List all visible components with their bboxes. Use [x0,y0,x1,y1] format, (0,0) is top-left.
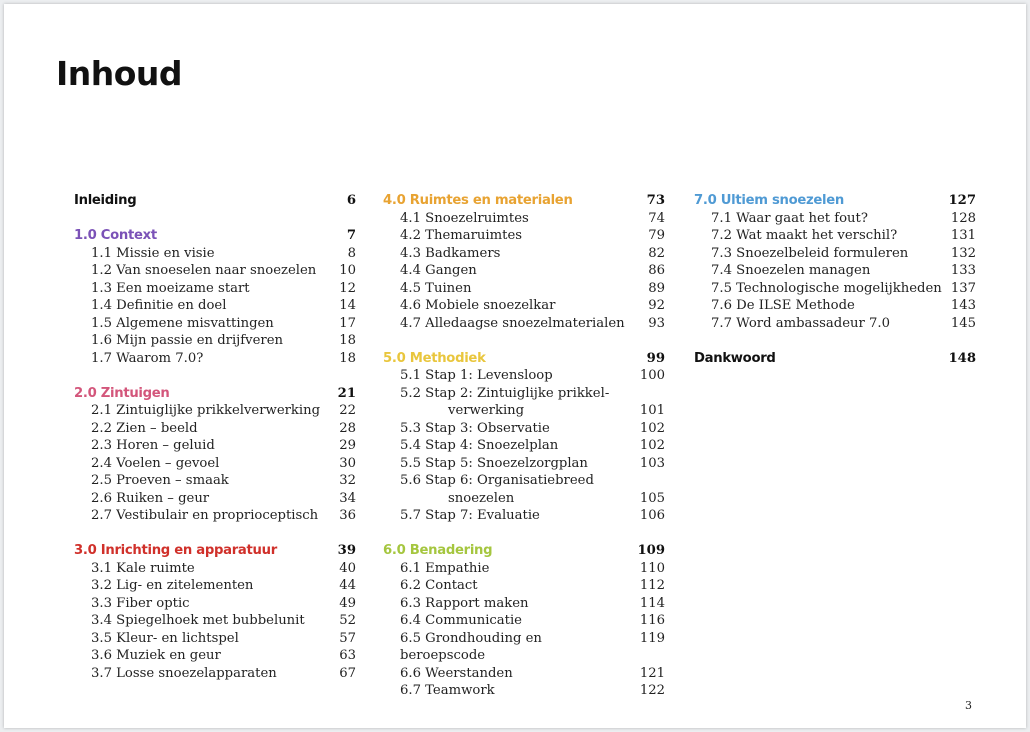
toc-entry-page-number: 57 [339,630,356,646]
toc-entry-label: 2.4 Voelen – gevoel [91,455,220,471]
toc-entry-label: 7.2 Wat maakt het verschil? [711,228,898,243]
toc-entry-label: 4.1 Snoezelruimtes [400,210,529,226]
section-heading[interactable] [74,385,356,403]
page-title: Inhoud [56,54,183,93]
toc-section [74,542,356,682]
toc-entry-label-wrap [91,647,322,665]
toc-entry-page-number: 106 [639,508,665,523]
toc-entry-label: 1.6 Mijn passie en drijfveren [91,333,283,348]
toc-entry-label-wrap [400,262,631,280]
toc-entry-label-wrap [400,595,631,613]
toc-entry-label-wrap [711,210,942,228]
toc-entry-label: 5.7 Stap 7: Evaluatie [400,508,540,523]
toc-entry-label: 7.5 Technologische mogelijkheden [711,280,942,296]
toc-entry-label-wrap [400,437,631,455]
section-page-number: 39 [337,543,356,558]
section-page-number: 73 [646,193,665,208]
toc-entry-page-number: 49 [339,595,356,611]
toc-entry-page-number: 122 [639,683,665,698]
toc-entry-label-wrap [400,315,631,333]
toc-entry-label: 7.6 De ILSE Methode [711,298,855,313]
section-page-number: 7 [346,228,356,243]
toc-entry[interactable] [383,595,665,613]
toc-entry-label-wrap [91,332,322,350]
toc-entry-label: 1.4 Definitie en doel [91,298,227,313]
toc-entry-label: 4.3 Badkamers [400,245,501,261]
toc-entry-label-wrap [91,490,322,508]
toc-entry[interactable] [74,577,356,595]
toc-entry[interactable] [383,315,665,333]
toc-entry-page-number: 12 [339,280,356,296]
toc-entry-label: 7.4 Snoezelen managen [711,263,871,278]
toc-entry-page-number: 137 [950,280,976,296]
toc-entry[interactable] [383,472,665,507]
toc-entry[interactable] [74,507,356,525]
toc-entry-label: 2.2 Zien – beeld [91,420,198,436]
toc-entry-page-number: 128 [950,210,976,226]
toc-entry-page-number: 103 [639,455,665,471]
section-heading[interactable] [383,542,665,560]
toc-entry-page-number: 22 [339,403,356,418]
section-title: Inleiding [74,193,137,208]
toc-entry-label-wrap [91,560,322,578]
toc-entry[interactable] [694,227,976,245]
toc-entry-label-wrap [400,385,631,420]
toc-section [74,227,356,367]
toc-entry-label-wrap [91,297,322,315]
toc-entry-label-wrap [91,507,322,525]
toc-entry-label-wrap [711,297,942,315]
toc-entry-label: 1.7 Waarom 7.0? [91,350,204,366]
toc-entry[interactable] [74,490,356,508]
toc-entry[interactable] [74,647,356,665]
toc-entry-label-wrap [400,297,631,315]
toc-entry-label-wrap [400,245,631,263]
section-title: 7.0 Ultiem snoezelen [694,193,844,208]
toc-entry-label-wrap [91,280,322,298]
toc-entry[interactable] [74,262,356,280]
section-page-number: 99 [646,350,665,366]
toc-entry-label-wrap [91,262,322,280]
toc-entry-label-wrap [91,315,322,333]
toc-entry-page-number: 29 [339,438,356,453]
toc-entry-page-number: 40 [339,560,356,576]
toc-entry-label: 5.1 Stap 1: Levensloop [400,368,553,383]
toc-entry-label: 4.4 Gangen [400,263,477,278]
toc-entry-page-number: 132 [950,245,976,261]
toc-entry-page-number: 34 [339,490,356,506]
toc-entry[interactable] [383,507,665,525]
toc-entry[interactable] [74,560,356,578]
section-title: 4.0 Ruimtes en materialen [383,193,573,208]
toc-entry-page-number: 116 [639,613,665,628]
toc-entry-label: 5.2 Stap 2: Zintuiglijke prikkel- [400,385,610,401]
toc-entry-label: 2.3 Horen – geluid [91,438,215,453]
toc-entry-page-number: 145 [950,315,976,331]
section-title: Dankwoord [694,350,776,366]
toc-entry-label-wrap [400,420,631,438]
toc-entry-label-wrap [91,612,322,630]
toc-entry[interactable] [383,420,665,438]
toc-entry-label: 3.1 Kale ruimte [91,560,195,576]
toc-entry-page-number: 18 [339,350,356,366]
toc-entry-label-wrap [91,402,322,420]
toc-section [74,192,356,210]
toc-entry-label: 1.3 Een moeizame start [91,280,250,296]
section-heading[interactable] [694,192,976,210]
toc-entry-label: 5.5 Stap 5: Snoezelzorgplan [400,455,588,471]
toc-entry-label-wrap [91,420,322,438]
toc-entry-label-wrap [400,612,631,630]
toc-entry-label-wrap [400,472,631,507]
toc-entry-label: 3.5 Kleur- en lichtspel [91,630,239,646]
toc-entry[interactable] [74,280,356,298]
toc-entry-label: 3.6 Muziek en geur [91,648,221,663]
section-heading[interactable] [694,350,976,368]
toc-entry[interactable] [383,280,665,298]
toc-entry-label: 5.3 Stap 3: Observatie [400,420,550,436]
toc-entry[interactable] [694,262,976,280]
section-page-number: 127 [948,193,976,208]
toc-column-3 [694,192,976,385]
toc-entry[interactable] [74,595,356,613]
toc-entry-label: 6.4 Communicatie [400,613,522,628]
toc-entry-label: 4.5 Tuinen [400,280,472,296]
toc-entry-label: 3.7 Losse snoezelapparaten [91,665,277,681]
toc-entry-label-wrap [400,367,631,385]
section-title: 2.0 Zintuigen [74,385,170,401]
toc-entry-label-wrap [400,560,631,578]
toc-entry-label: 2.7 Vestibulair en proprioceptisch [91,508,319,523]
toc-entry[interactable] [74,332,356,350]
toc-entry-label-wrap [400,507,631,525]
toc-entry-label-wrap [400,210,631,228]
toc-entry[interactable] [74,472,356,490]
toc-entry-page-number: 67 [339,665,356,681]
toc-entry[interactable] [383,297,665,315]
toc-entry[interactable] [74,437,356,455]
toc-entry[interactable] [74,297,356,315]
toc-entry[interactable] [383,227,665,245]
toc-entry-label: 3.4 Spiegelhoek met bubbelunit [91,613,305,628]
toc-entry-label: 6.1 Empathie [400,560,490,576]
toc-entry-label-wrap [91,350,322,368]
toc-entry-page-number: 105 [639,490,665,506]
toc-entry[interactable] [383,367,665,385]
toc-section [694,350,976,368]
toc-entry-label-wrap [711,280,942,298]
toc-entry-page-number: 30 [339,455,356,471]
toc-section [383,192,665,332]
toc-entry-label-wrap [91,245,322,263]
toc-entry-page-number: 143 [950,298,976,313]
toc-entry-label: 6.2 Contact [400,578,478,593]
toc-entry-label-wrap [400,227,631,245]
toc-entry-page-number: 14 [339,298,356,313]
toc-entry-label-wrap [91,630,322,648]
toc-entry-label: 4.2 Themaruimtes [400,228,523,243]
page-number: 3 [965,699,972,712]
toc-entry-label: 7.7 Word ambassadeur 7.0 [711,315,890,331]
toc-section [74,385,356,525]
toc-entry-label: 3.3 Fiber optic [91,595,190,611]
toc-column-2 [383,192,665,717]
toc-entry-label: 1.2 Van snoeselen naar snoezelen [91,263,317,278]
toc-entry[interactable] [383,262,665,280]
toc-entry-label: 5.4 Stap 4: Snoezelplan [400,438,559,453]
toc-entry-label-wrap [711,227,942,245]
toc-entry[interactable] [383,665,665,683]
toc-entry-label: 6.3 Rapport maken [400,595,529,611]
toc-section [694,192,976,332]
toc-entry-label-continued: verwerking [448,403,525,418]
toc-entry-label-wrap [91,577,322,595]
toc-entry-page-number: 82 [648,245,665,261]
toc-entry[interactable] [74,315,356,333]
section-heading[interactable] [383,350,665,368]
toc-entry-label-wrap [711,315,942,333]
section-page-number: 6 [346,193,356,208]
section-heading[interactable] [74,192,356,210]
toc-column-1 [74,192,356,700]
toc-entry[interactable] [74,245,356,263]
toc-entry-label-wrap [400,665,631,683]
toc-entry-label-wrap [91,437,322,455]
toc-entry[interactable] [383,245,665,263]
toc-entry-label-continued: snoezelen [448,490,515,506]
toc-entry[interactable] [694,280,976,298]
toc-entry-page-number: 101 [639,403,665,418]
toc-entry[interactable] [383,455,665,473]
section-heading[interactable] [74,542,356,560]
toc-entry-page-number: 100 [639,368,665,383]
toc-entry[interactable] [74,455,356,473]
toc-entry[interactable] [74,402,356,420]
toc-entry-label: 2.6 Ruiken – geur [91,490,210,506]
toc-section [383,350,665,525]
toc-entry-page-number: 28 [339,420,356,436]
toc-entry-page-number: 92 [648,298,665,313]
toc-entry-label-wrap [91,595,322,613]
section-title: 3.0 Inrichting en apparatuur [74,543,277,558]
toc-entry-page-number: 93 [648,315,665,331]
toc-entry-page-number: 32 [339,473,356,488]
toc-entry-page-number: 102 [639,438,665,453]
section-heading[interactable] [383,192,665,210]
toc-entry-label-wrap [91,455,322,473]
toc-entry-label: 7.1 Waar gaat het fout? [711,210,868,226]
toc-entry-label-wrap [711,245,942,263]
document-page [4,4,1026,728]
toc-entry-label-wrap [400,682,631,700]
toc-entry-page-number: 112 [639,578,665,593]
toc-entry[interactable] [383,385,665,420]
toc-entry-page-number: 121 [639,665,665,681]
toc-entry-page-number: 133 [950,263,976,278]
toc-entry-page-number: 10 [339,263,356,278]
toc-section [383,542,665,700]
toc-entry[interactable] [383,560,665,578]
toc-entry-label-wrap [400,630,631,665]
toc-entry-page-number: 79 [648,228,665,243]
toc-entry[interactable] [74,420,356,438]
toc-entry-page-number: 86 [648,263,665,278]
toc-entry-page-number: 18 [339,333,356,348]
toc-entry[interactable] [74,630,356,648]
toc-entry[interactable] [383,577,665,595]
section-page-number: 21 [337,385,356,401]
toc-entry-page-number: 89 [648,280,665,296]
section-title: 6.0 Benadering [383,543,493,558]
toc-entry-label: 1.5 Algemene misvattingen [91,315,274,331]
toc-entry-label-wrap [91,472,322,490]
section-title: 1.0 Context [74,228,157,243]
toc-entry-page-number: 114 [639,595,665,611]
section-page-number: 148 [948,350,976,366]
toc-entry-page-number: 110 [639,560,665,576]
toc-entry-label: 7.3 Snoezelbeleid formuleren [711,245,909,261]
toc-entry[interactable] [694,210,976,228]
section-heading[interactable] [74,227,356,245]
toc-entry-label: 5.6 Stap 6: Organisatiebreed [400,473,594,488]
toc-entry-page-number: 119 [639,630,665,646]
toc-entry[interactable] [383,630,665,665]
toc-entry-page-number: 17 [339,315,356,331]
toc-entry-label-wrap [400,577,631,595]
toc-entry-page-number: 52 [339,613,356,628]
toc-entry[interactable] [74,350,356,368]
toc-entry[interactable] [383,437,665,455]
toc-entry-label-wrap [400,455,631,473]
toc-entry[interactable] [74,665,356,683]
toc-entry-page-number: 74 [648,210,665,226]
toc-entry-page-number: 131 [950,228,976,243]
toc-entry-page-number: 8 [347,245,356,261]
toc-entry[interactable] [383,210,665,228]
toc-entry-page-number: 63 [339,648,356,663]
toc-entry[interactable] [383,682,665,700]
toc-entry-label: 3.2 Lig- en zitelementen [91,578,254,593]
toc-entry-label: 6.5 Grondhouding en beroepscode [400,630,542,663]
section-title: 5.0 Methodiek [383,350,486,366]
toc-entry-label-wrap [711,262,942,280]
toc-entry[interactable] [383,612,665,630]
toc-entry-label: 2.5 Proeven – smaak [91,473,229,488]
toc-entry[interactable] [74,612,356,630]
section-page-number: 109 [637,543,665,558]
toc-entry-label-wrap [91,665,322,683]
toc-entry[interactable] [694,315,976,333]
toc-entry-label-wrap [400,280,631,298]
toc-entry-label: 6.6 Weerstanden [400,665,513,681]
toc-entry-label: 2.1 Zintuiglijke prikkelverwerking [91,403,321,418]
toc-entry-label: 6.7 Teamwork [400,683,495,698]
toc-entry[interactable] [694,245,976,263]
toc-entry-page-number: 36 [339,508,356,523]
toc-entry[interactable] [694,297,976,315]
toc-entry-page-number: 44 [339,578,356,593]
toc-entry-label: 1.1 Missie en visie [91,245,215,261]
toc-entry-page-number: 102 [639,420,665,436]
toc-entry-label: 4.6 Mobiele snoezelkar [400,298,556,313]
toc-entry-label: 4.7 Alledaagse snoezelmaterialen [400,315,625,331]
